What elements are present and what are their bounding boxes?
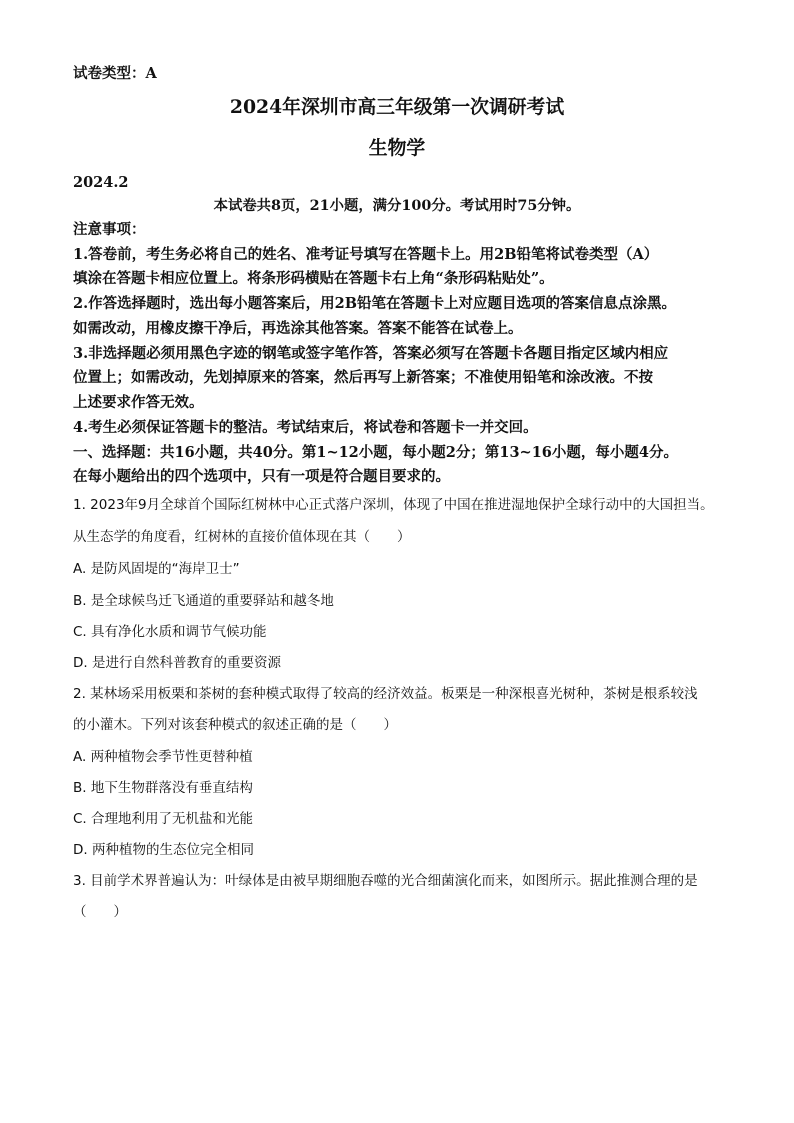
notice-line: 2.作答选择题时，选出每小题答案后，用2B铅笔在答题卡上对应题目选项的答案信息点涂黑。 [73, 295, 676, 312]
section-instructions: 在每小题给出的四个选项中，只有一项是符合题目要求的。 [73, 468, 450, 485]
question-3-stem: 3. 目前学术界普遍认为：叶绿体是由被早期细胞吞噬的光合细菌演化而来，如图所示。据此推测合理的是 [73, 873, 698, 889]
question-2-option-c: C. 合理地利用了无机盐和光能 [73, 811, 254, 827]
question-1-option-c: C. 具有净化水质和调节气候功能 [73, 624, 267, 640]
notice-line: 4.考生必须保证答题卡的整洁。考试结束后，将试卷和答题卡一并交回。 [73, 419, 538, 436]
question-1-option-a: A. 是防风固堤的“海岸卫士” [73, 561, 240, 577]
notice-line: 1.答卷前，考生务必将自己的姓名、准考证号填写在答题卡上。用2B铅笔将试卷类型（A） [73, 246, 659, 263]
question-1-option-b: B. 是全球候鸟迁飞通道的重要驿站和越冬地 [73, 593, 334, 609]
question-2-option-b: B. 地下生物群落没有垂直结构 [73, 780, 253, 796]
exam-title: 2024年深圳市高三年级第一次调研考试 [229, 96, 565, 118]
exam-date: 2024.2 [73, 174, 129, 191]
notice-line: 3.非选择题必须用黑色字迹的钢笔或签字笔作答，答案必须写在答题卡各题目指定区域内相应 [73, 345, 669, 362]
notice-heading: 注意事项： [73, 221, 146, 238]
question-1-stem: 1. 2023年9月全球首个国际红树林中心正式落户深圳，体现了中国在推进湿地保护全球行动中的大国担当。 [73, 497, 714, 513]
subject-title: 生物学 [368, 137, 426, 159]
question-3-stem: （ ） [73, 904, 127, 920]
question-2-stem: 的小灌木。下列对该套种模式的叙述正确的是（ ） [73, 717, 397, 733]
question-1-stem: 从生态学的角度看，红树林的直接价值体现在其（ ） [73, 529, 411, 545]
paper-type: 试卷类型：A [73, 65, 157, 82]
notice-line: 位置上；如需改动，先划掉原来的答案，然后再写上新答案；不准使用铅笔和涂改液。不按 [73, 369, 653, 386]
question-1-option-d: D. 是进行自然科普教育的重要资源 [73, 655, 281, 671]
question-2-option-d: D. 两种植物的生态位完全相同 [73, 842, 254, 858]
question-2-stem: 2. 某林场采用板栗和茶树的套种模式取得了较高的经济效益。板栗是一种深根喜光树种，茶树是根系较浅 [73, 686, 698, 702]
exam-summary: 本试卷共8页，21小题，满分100分。考试用时75分钟。 [213, 198, 581, 214]
notice-line: 上述要求作答无效。 [73, 394, 204, 411]
notice-line: 填涂在答题卡相应位置上。将条形码横贴在答题卡右上角“条形码粘贴处”。 [73, 270, 554, 287]
section-instructions: 一、选择题：共16小题，共40分。第1~12小题，每小题2分；第13~16小题，每小题4分。 [73, 444, 678, 461]
notice-line: 如需改动，用橡皮擦干净后，再选涂其他答案。答案不能答在试卷上。 [73, 320, 523, 337]
question-2-option-a: A. 两种植物会季节性更替种植 [73, 749, 253, 765]
